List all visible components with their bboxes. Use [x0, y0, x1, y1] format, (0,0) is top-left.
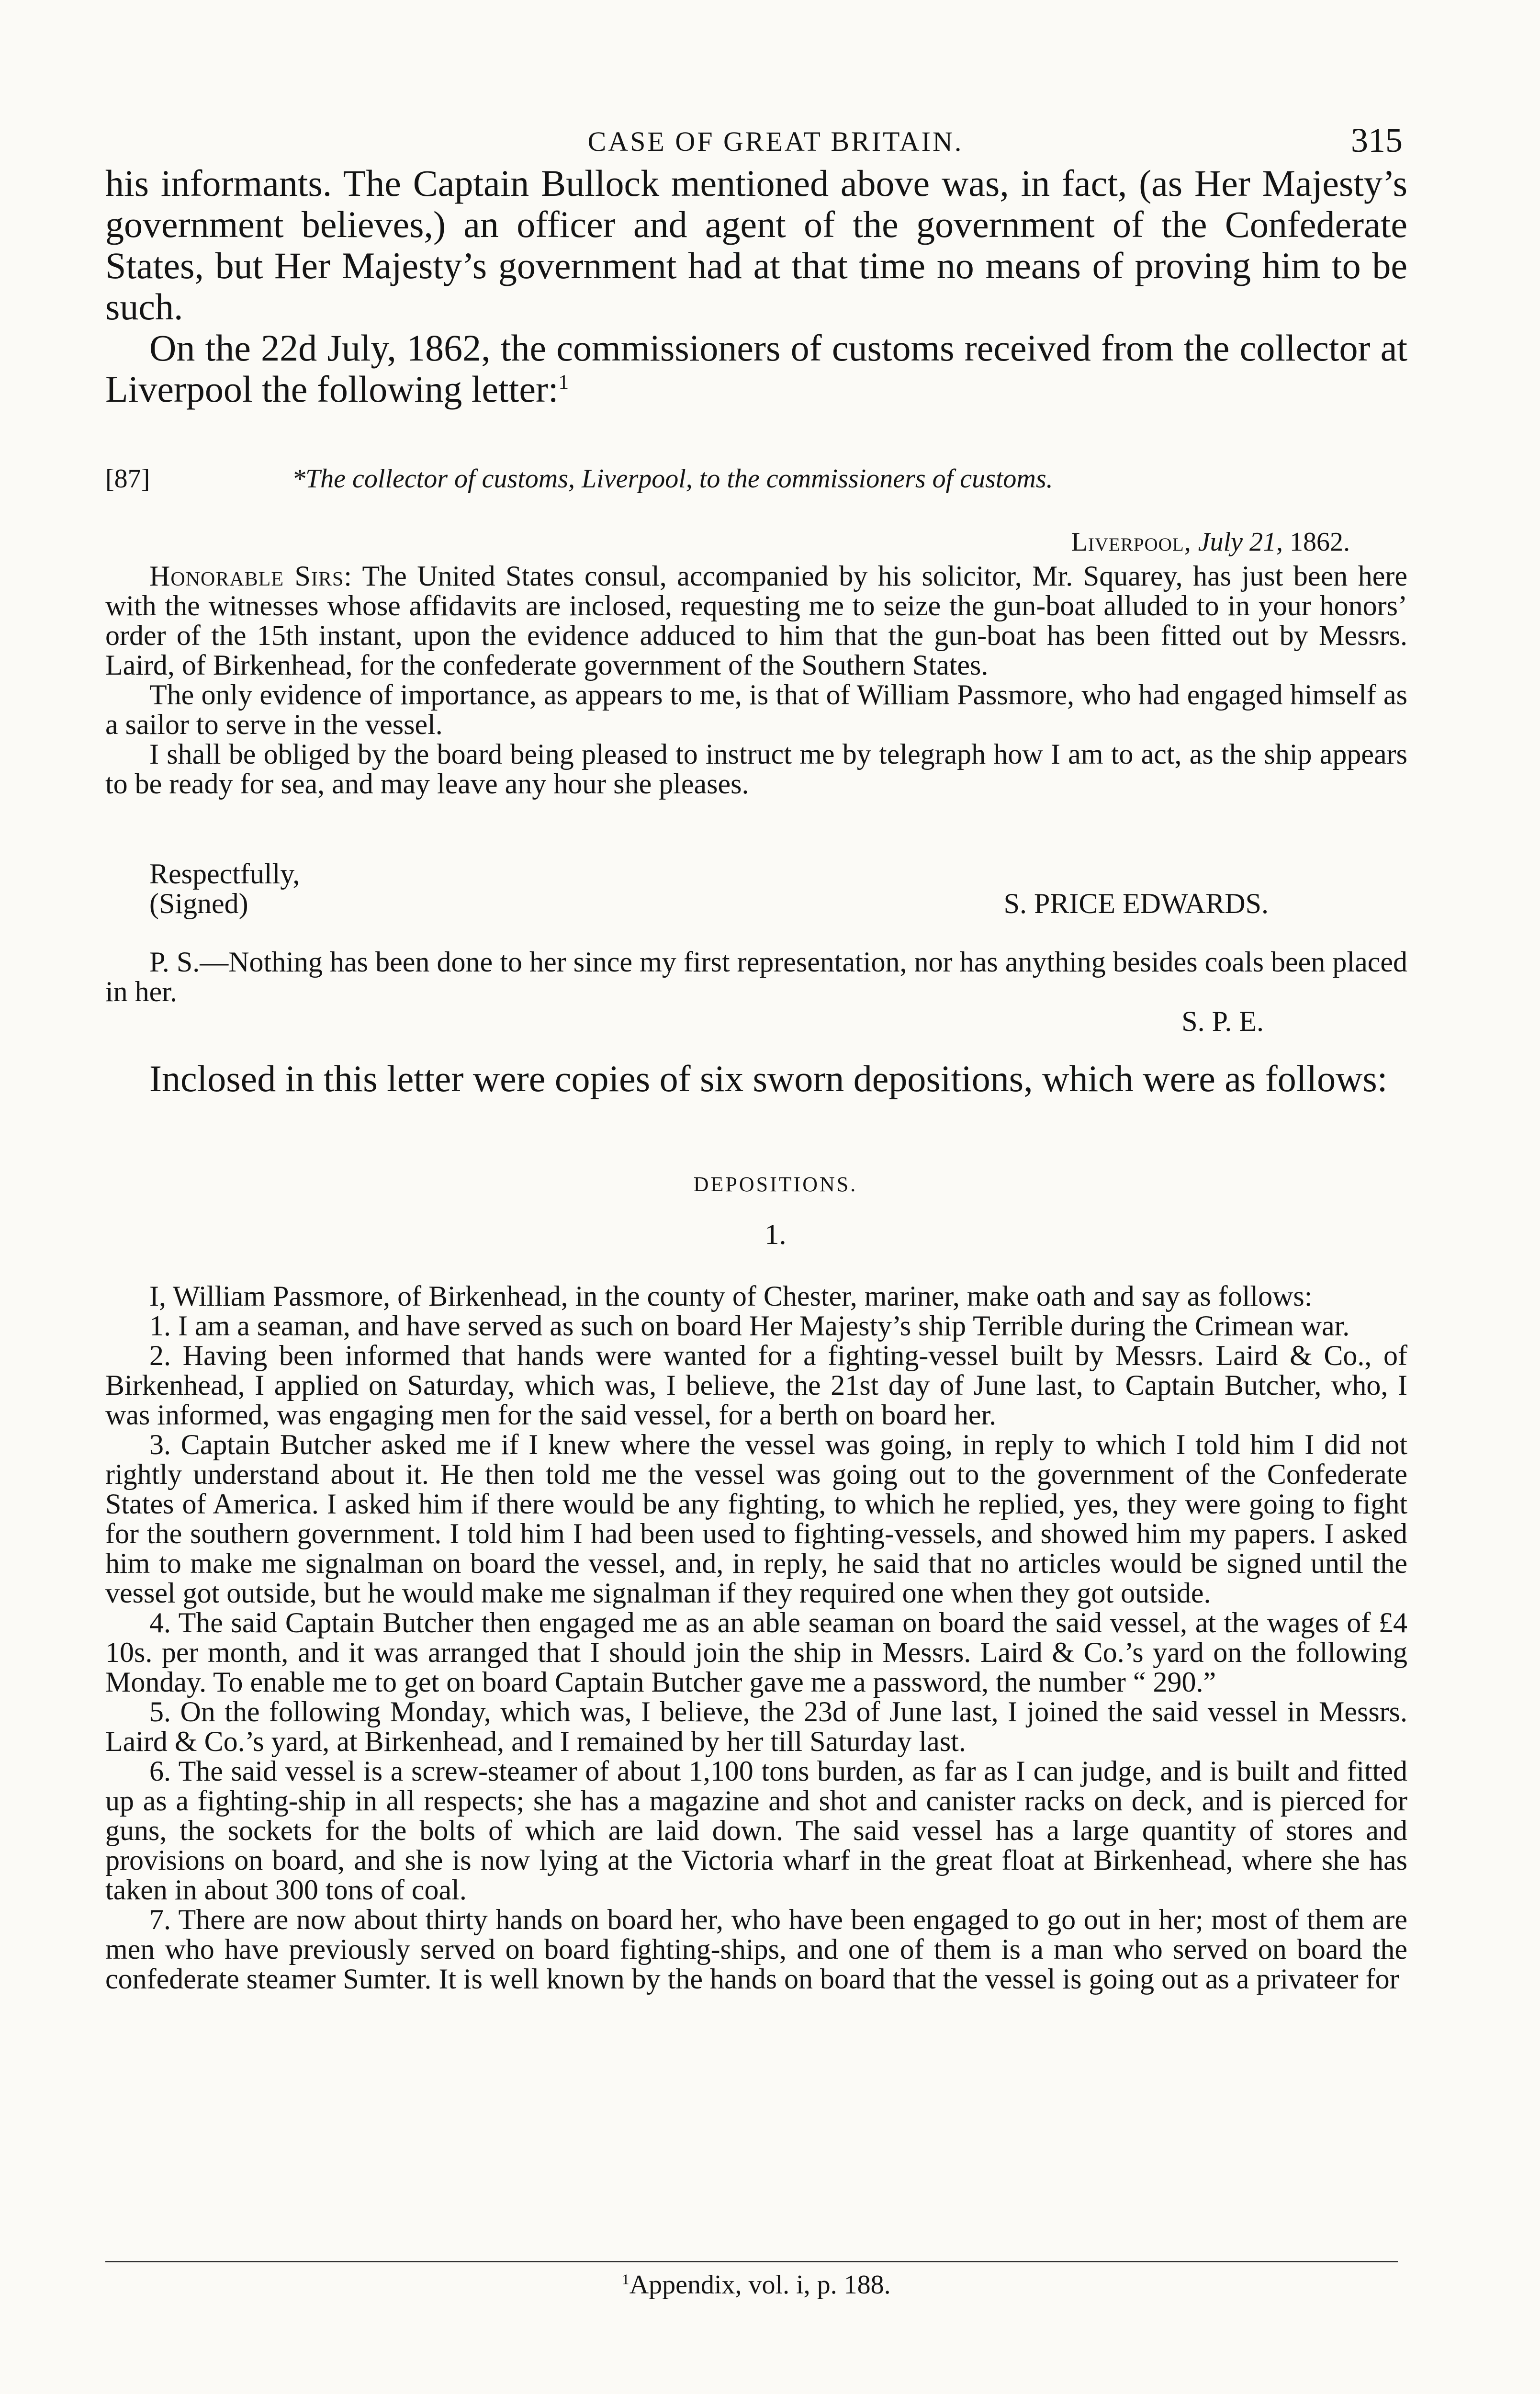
footnote-mark: 1 — [622, 2271, 629, 2288]
letter-dateline — [814, 527, 1350, 557]
footnote-text: Appendix, vol. i, p. 188. — [629, 2270, 891, 2300]
marginal-page-mark: [87] — [105, 464, 150, 494]
intro-paragraph-1: his informants. The Captain Bullock mentioned above was, in fact, (as Her Majesty’s government believes,) an officer and agent of the government of the Confederate States, but Her Majesty’s government had at that time no means of proving him to be such. — [105, 162, 1407, 327]
postscript — [105, 947, 1407, 1036]
intro-block — [105, 163, 1407, 410]
letter-paragraph-1-text: The United States consul, accompanied by his solicitor, Mr. Squarey, has just been here with the witnesses whose affidavits are inclosed, requesting me to seize the gun-boat alluded to in your honors’ order of the 15th instant, upon the evidence adduced to him that the gun-boat has been fitted out by Messrs. Laird, of Birkenhead, for the confederate government of the Southern States. — [105, 560, 1408, 681]
letter-closing — [105, 859, 1407, 918]
deposition-number: 1. — [764, 1219, 787, 1250]
letter-caption: *The collector of customs, Liverpool, to the commissioners of customs. — [292, 464, 1053, 494]
deposition-paragraph: 7. There are now about thirty hands on board her, who have been engaged to go out in her; most of them are men who have previously served on board fighting-ships, and one of them is a man who served on board the confederate steamer Sumter. It is well known by the hands on board that the vessel is going out as a privateer for — [105, 1904, 1407, 1995]
letter-body — [105, 561, 1407, 799]
letter-paragraph-2: The only evidence of importance, as appears to me, is that of William Passmore, who had engaged himself as a sailor to serve in the vessel. — [105, 679, 1407, 740]
deposition-body — [105, 1281, 1407, 1994]
letter-date: July 21, — [1198, 527, 1283, 557]
deposition-paragraph: 6. The said vessel is a screw-steamer of about 1,100 tons burden, as far as I can judge, and is built and fitted up as a fighting-ship in all respects; she has a magazine and shot and canister racks on deck, and is pierced for guns, the sockets for the bolts of which are laid down. The said vessel has a large quantity of stores and provisions on board, and she is now lying at the Victoria wharf in the great float at Birkenhead, where she has taken in about 300 tons of coal. — [105, 1755, 1407, 1906]
transition-paragraph: Inclosed in this letter were copies of six sworn depositions, which were as follows: — [149, 1058, 1388, 1099]
letter-signature-line — [105, 889, 1407, 918]
letter-signed-label: (Signed) — [149, 888, 248, 919]
intro-paragraph-2-text: On the 22d July, 1862, the commissioners of customs received from the collector at Liverpool the following letter: — [105, 327, 1407, 410]
letter-complimentary-close: Respectfully, — [149, 858, 300, 890]
deposition-paragraph: 3. Captain Butcher asked me if I knew where the vessel was going, in reply to which I told him I did not rightly understand about it. He then told me the vessel was going out to the government of the Confederate States of America. I asked him if there would be any fighting, to which he replied, yes, they were going to fight for the southern government. I told him I had been used to fighting-vessels, and showed him my papers. I asked him to make me signalman on board the vessel, and, in reply, he said that no articles would be signed until the vessel got outside, but he would make me signalman if they required one when they got outside. — [105, 1429, 1407, 1609]
transition-block — [105, 1058, 1407, 1099]
intro-paragraph-2 — [105, 327, 1407, 410]
footnote-reference: 1 — [558, 371, 569, 394]
deposition-paragraph: 2. Having been informed that hands were wanted for a fighting-vessel built by Messrs. Laird & Co., of Birkenhead, I applied on Saturday, which was, I believe, the 21st day of June last, to Captain Butcher, who, I was informed, was engaging men for the said vessel, for a berth on board her. — [105, 1340, 1407, 1431]
footnote-divider — [105, 2261, 1398, 2262]
deposition-paragraph: 5. On the following Monday, which was, I believe, the 23d of June last, I joined the said vessel in Messrs. Laird & Co.’s yard, at Birkenhead, and I remained by her till Saturday last. — [105, 1696, 1407, 1757]
depositions-heading: DEPOSITIONS. — [693, 1173, 858, 1196]
letter-paragraph-1 — [105, 561, 1407, 680]
letter-place: Liverpool, — [1071, 527, 1192, 557]
letter-signature: S. PRICE EDWARDS. — [1003, 888, 1269, 919]
deposition-paragraph: 4. The said Captain Butcher then engaged me as an able seaman on board the said vessel, at the wages of £4 10s. per month, and it was arranged that I should join the ship in Messrs. Laird & Co.’s yard on the following Monday. To enable me to get on board Captain Butcher gave me a password, the number “ 290.” — [105, 1607, 1407, 1698]
letter-year: 1862. — [1290, 527, 1350, 557]
letter-salutation: Honorable Sirs: — [149, 560, 352, 592]
deposition-paragraph: 1. I am a seaman, and have served as such on board Her Majesty’s ship Terrible during the Crimean war. — [149, 1310, 1350, 1342]
letter-paragraph-3: I shall be obliged by the board being pleased to instruct me by telegraph how I am to act, as the ship appears to be ready for sea, and may leave any hour she pleases. — [105, 738, 1407, 800]
deposition-opening: I, William Passmore, of Birkenhead, in the county of Chester, mariner, make oath and say as follows: — [149, 1280, 1313, 1312]
running-head: CASE OF GREAT BRITAIN. — [587, 126, 964, 157]
postscript-text: P. S.—Nothing has been done to her since my first representation, nor has anything besides coals been placed in her. — [105, 946, 1407, 1007]
page-number: 315 — [1351, 121, 1403, 159]
postscript-initials: S. P. E. — [1181, 1005, 1264, 1037]
footnote — [105, 2270, 1407, 2300]
